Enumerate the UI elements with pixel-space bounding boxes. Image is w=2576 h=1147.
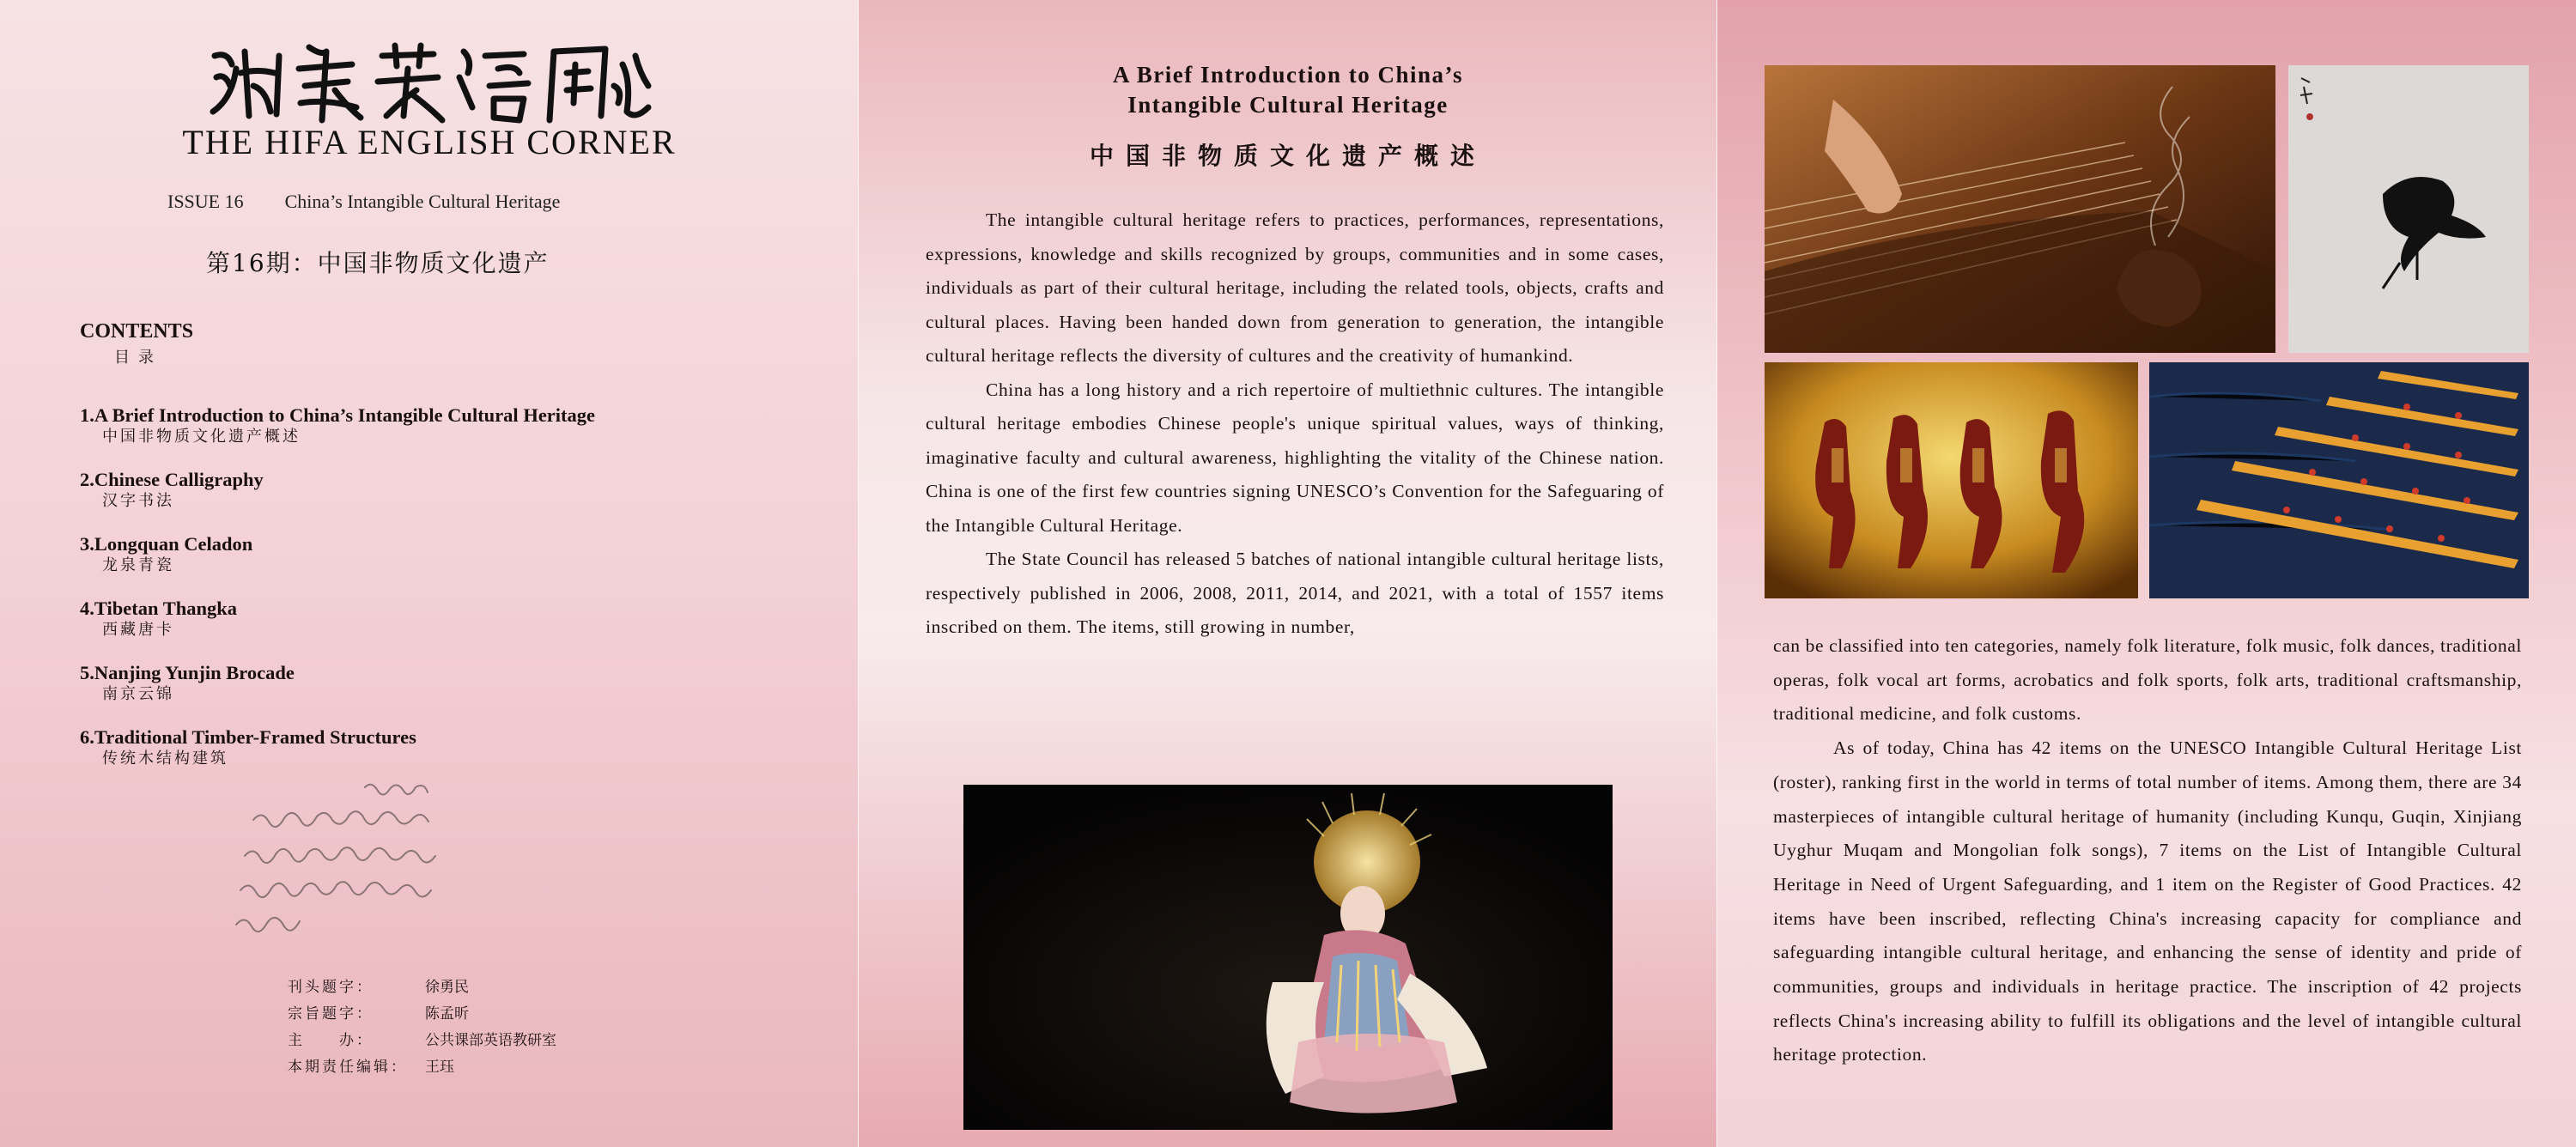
issue-title-cn: 第16期：中国非物质文化遗产 (206, 249, 550, 277)
toc-item (80, 404, 844, 446)
issue-topic: China’s Intangible Cultural Heritage (284, 191, 561, 212)
toc-item-title-cn: 龙泉青瓷 (102, 556, 174, 574)
credit-row (288, 974, 556, 1001)
toc-item (80, 532, 844, 575)
shadow-puppet-photo (1765, 362, 2138, 598)
article-title-line: Intangible Cultural Heritage (1127, 92, 1449, 118)
credit-row (288, 1001, 556, 1028)
article-paragraph: As of today, China has 42 items on the UNESCO Intangible Cultural Heritage List (roster), ranking first in the world in terms of total number of items. Among them, there are 34 masterpieces of intangible cultural heritage of humanity (including Kunqu, Guqin, Xinjiang Uyghur Muqam and Mongolian folk songs), 7 items on the List of Intangible Cultural Heritage in Need of Urgent Safeguarding, and 1 item on the Register of Good Practices. 42 items have been inscribed, reflecting China's increasing capacity for compliance and safeguarding intangible cultural heritage, and enhancing the sense of identity and pride of communities, groups and individuals in heritage practice. The inscription of 42 projects reflects China's increasing ability to fulfill its obligations and the level of intangible cultural heritage protection. (1773, 737, 2522, 1065)
dragon-boat-race-photo (2149, 362, 2529, 598)
peking-opera-photo (963, 785, 1613, 1130)
article-body-continued (1773, 629, 2522, 1072)
toc-item-title: 5.Nanjing Yunjin Brocade (80, 662, 295, 683)
toc-item-title-cn: 汉字书法 (102, 492, 174, 510)
article-title (859, 60, 1717, 120)
issue-number: ISSUE 16 (167, 191, 244, 212)
credit-row (288, 1054, 556, 1081)
toc-item-title-cn: 中国非物质文化遗产概述 (102, 428, 301, 446)
credit-label: 主 办： (288, 1032, 374, 1049)
issue-line (167, 191, 560, 213)
toc-item-title: 6.Traditional Timber-Framed Structures (80, 726, 416, 748)
article-paragraph: The State Council has released 5 batches of national intangible cultural heritage lists, respectively published in 2006, 2008, 2011, 2014, and 2021, with a total of 1557 items inscribed on them. The items, still growing in number, (926, 549, 1664, 637)
article-title-cn: 中国非物质文化遗产概述 (1089, 142, 1486, 170)
contents-heading: CONTENTS (80, 320, 194, 343)
left-panel (0, 0, 859, 1147)
credit-label: 本期责任编辑： (288, 1059, 408, 1076)
toc-item-title: 4.Tibetan Thangka (80, 598, 237, 619)
toc-item (80, 661, 844, 704)
ink-painting-photo (2288, 65, 2529, 353)
article-title-line: A Brief Introduction to China’s (1112, 62, 1464, 88)
toc-item-title: 2.Chinese Calligraphy (80, 469, 264, 490)
toc-item (80, 725, 844, 768)
credit-label: 宗旨题字： (288, 1005, 374, 1023)
credit-value: 徐勇民 (425, 979, 469, 996)
toc-item-title-cn: 西藏唐卡 (102, 621, 174, 639)
credit-value: 陈孟昕 (425, 1005, 469, 1023)
table-of-contents (80, 404, 844, 790)
right-panel (1717, 0, 2576, 1147)
masthead-calligraphy-logo (206, 39, 653, 124)
credits (288, 974, 556, 1081)
toc-item-title-cn: 南京云锦 (102, 685, 174, 703)
toc-item-title: 1.A Brief Introduction to China’s Intangible Cultural Heritage (80, 404, 596, 426)
credit-value: 公共课部英语教研室 (425, 1032, 556, 1049)
contents-heading-cn: 目录 (114, 349, 162, 367)
toc-item-title: 3.Longquan Celadon (80, 533, 253, 555)
credit-value: 王珏 (425, 1059, 454, 1076)
article-paragraph: China has a long history and a rich repertoire of multiethnic cultures. The intangible cultural heritage embodies Chinese people's unique spiritual values, ways of thinking, imaginative faculty and cultural awareness, highlighting the vitality of the Chinese nation. China is one of the first few countries signing UNESCO’s Convention for the Safeguaring of the Intangible Cultural Heritage. (926, 379, 1664, 536)
article-paragraph: The intangible cultural heritage refers to practices, performances, representations, expressions, knowledge and skills recognized by groups, communities and in some cases, individuals as part of their cultural heritage, including the related tools, objects, crafts and cultural places. Having been handed down from generation to generation, the intangible cultural heritage reflects the diversity of cultures and the creativity of humankind. (926, 209, 1664, 366)
article-paragraph: can be classified into ten categories, namely folk literature, folk music, folk dances, traditional operas, folk vocal art forms, acrobatics and folk sports, folk arts, traditional craftsmanship, traditional medicine, and folk customs. (1773, 635, 2522, 725)
masthead-title: THE HIFA ENGLISH CORNER (182, 123, 677, 161)
article-body (926, 203, 1664, 645)
toc-item-title-cn: 传统木结构建筑 (102, 749, 228, 768)
middle-panel (859, 0, 1717, 1147)
credit-label: 刊头题字： (288, 979, 374, 996)
credit-row (288, 1028, 556, 1054)
handwritten-motto (219, 777, 580, 940)
guqin-incense-photo (1765, 65, 2275, 353)
toc-item (80, 468, 844, 511)
toc-item (80, 597, 844, 640)
